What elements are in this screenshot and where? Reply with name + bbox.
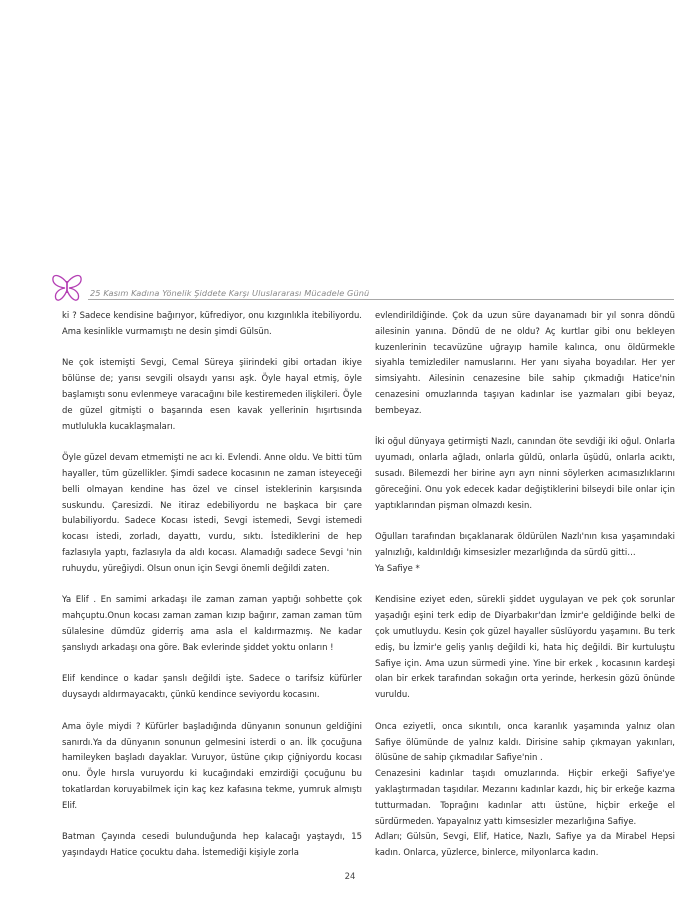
paragraph: Elif kendince o kadar şanslı değildi işte. Sadece o tarifsiz küfürler duysaydı aldırmayacaktı, çünkü kendince seviyordu kocasını. [62,673,362,700]
paragraph: Onca eziyetli, onca sıkıntılı, onca karanlık yaşamında yalnız olan Safiye ölümünde de yalnız kaldı. Dirisine sahip çıkmayan yakınları, ölüsüne de sahip çıkmadılar Safiye'nin . Cenazesini kadınlar taşıdı omuzlarında. Hiçbir erkeği Safiye'ye yaklaştırmadan taşıdılar. Mezarını kadınlar kazdı, hiç bir erkeğe kazma tutturmadan. Toprağını kadınlar attı üstüne, hiçbir erkeğe el sürdürmeden. Yapayalnız yattı kimsesizler mezarlığına Safiye. Adları; Gülsün, Sevgi, Elif, Hatice, Nazlı, Safiye ya da Mirabel Hepsi kadın. Onlarca, yüzlerce, binlerce, milyonlarca kadın. [375,720,675,858]
paragraph: İki oğul dünyaya getirmişti Nazlı, canından öte sevdiği iki oğul. Onlarla uyumadı, onlarla ağladı, onlarla güldü, onlarla üşüdü, onlarla acıktı, susadı. Bilemezdi her birine ayrı ayrı ninni söylerken acımasızlıklarını göreceğini. Onu yok edecek kadar değiştiklerini bilseydi bile onlar için yaptıklarından pişman olmazdı kesin. [375,436,675,510]
header-title: 25 Kasım Kadına Yönelik Şiddete Karşı Uluslararası Mücadele Günü [90,288,370,298]
page-number: 24 [344,872,356,882]
page-header [52,274,674,302]
paragraph: evlendirildiğinde. Çok da uzun süre dayanamadı bir yıl sonra döndü ailesinin yanına. Döndü de ne oldu? Aç kurtlar gibi onu bekleyen kuzenlerinin tecavüzüne uğrayıp hamile kalınca, onu öldürmekle siyahla temizlediler namuslarını. Her yanı siyaha boyadılar. Her yer simsiyahtı. Ailesinin cenazesine bile sahip çıkmadığı Hatice'nin cenazesini omuzlarında taşıyan kadınlar ise yazmaları gibi beyaz, bembeyaz. [375,310,675,415]
paragraph: Ne çok istemişti Sevgi, Cemal Süreya şiirindeki gibi ortadan ikiye bölünse de; yarısı sevgili olsaydı yarısı aşk. Öyle hayal etmiş, öyle başlamıştı sonu evlenmeye varacağını bile kestiremeden ilişkileri. Öyle de güzel gitmişti o başarında esen kavak yellerinin hışırtısında mutlulukla kucaklaşmaları. [62,357,362,431]
paragraph: Oğulları tarafından bıçaklanarak öldürülen Nazlı'nın kısa yaşamındaki yalnızlığı, kaldırıldığı kimsesizler mezarlığında da sürdü gitti… Ya Safiye * [375,531,675,573]
paragraph: Ama öyle miydi ? Küfürler başladığında dünyanın sonunun geldiğini sanırdı.Ya da dünyanın sonunun gelmesini isterdi o an. İlk çocuğuna hamileyken başladı dayaklar. Vuruyor, üstüne çıkıp çiğniyordu kocası onu. Öyle hırsla vuruyordu ki kucağındaki emzirdiği çocuğunu bu tokatlardan koruyabilmek için kaç kez kafasına tekme, yumruk almıştı Elif. [62,720,362,810]
paragraph: Kendisine eziyet eden, sürekli şiddet uygulayan ve pek çok sorunlar yaşadığı eşini terk edip de Diyarbakır'dan İzmir'e geldiğinde belki de çok umutluydu. Kesin çok güzel hayaller süslüyordu yaşamını. Bu terk ediş, bu İzmir'e geliş yanlış değildi ki, hata hiç değildi. Bir kurtuluştu Safiye için. Ama uzun sürmedi yine. Yine bir erkek , kocasının kardeşi olan bir erkek tarafından sokağın orta yerinde, herkesin gözü önünde vuruldu. [375,594,675,700]
paragraph: Öyle güzel devam etmemişti ne acı ki. Evlendi. Anne oldu. Ve bitti tüm hayaller, tüm güzellikler. Şimdi sadece kocasının ne zaman isteyeceği belli olmayan kendine has özel ve cinsel isteklerinin karşısında suskundu. Çaresizdi. Ne itiraz edebiliyordu ne başkaca bir çare bulabiliyordu. Sadece Kocası istedi, Sevgi istemedi, Sevgi istemedi kocası istedi, zorladı, dayattı, vurdu, sıktı. İstediklerini de hep fazlasıyla yaptı, fazlasıyla da aldı kocası. Alamadığı sadece Sevgi 'nin ruhuydu, yüreğiydi. Olsun onun için Sevgi önemli değildi zaten. [62,452,362,573]
paragraph: Batman Çayında cesedi bulunduğunda hep kalacağı yaştaydı, 15 yaşındaydı Hatice çocuktu daha. İstemediği kişiyle zorla [62,831,362,858]
butterfly-icon [52,274,82,302]
header-divider [88,299,674,300]
left-column [62,308,362,861]
right-column [375,308,675,861]
paragraph: Ya Elif . En samimi arkadaşı ile zaman zaman yaptığı sohbette çok mahçuptu.Onun kocası zaman zaman kızıp bağırır, zaman zaman tüm sülalesine dümdüz giderriş ama asla el kaldırmazmış. Ne kadar şanslıydı arkadaşı ona göre. Bak evlerinde şiddet yoktu onların ! [62,594,362,652]
paragraph: ki ? Sadece kendisine bağırıyor, küfrediyor, onu kızgınlıkla itebiliyordu. Ama kesinlikle vurmamıştı ne desin şimdi Gülsün. [62,310,362,336]
